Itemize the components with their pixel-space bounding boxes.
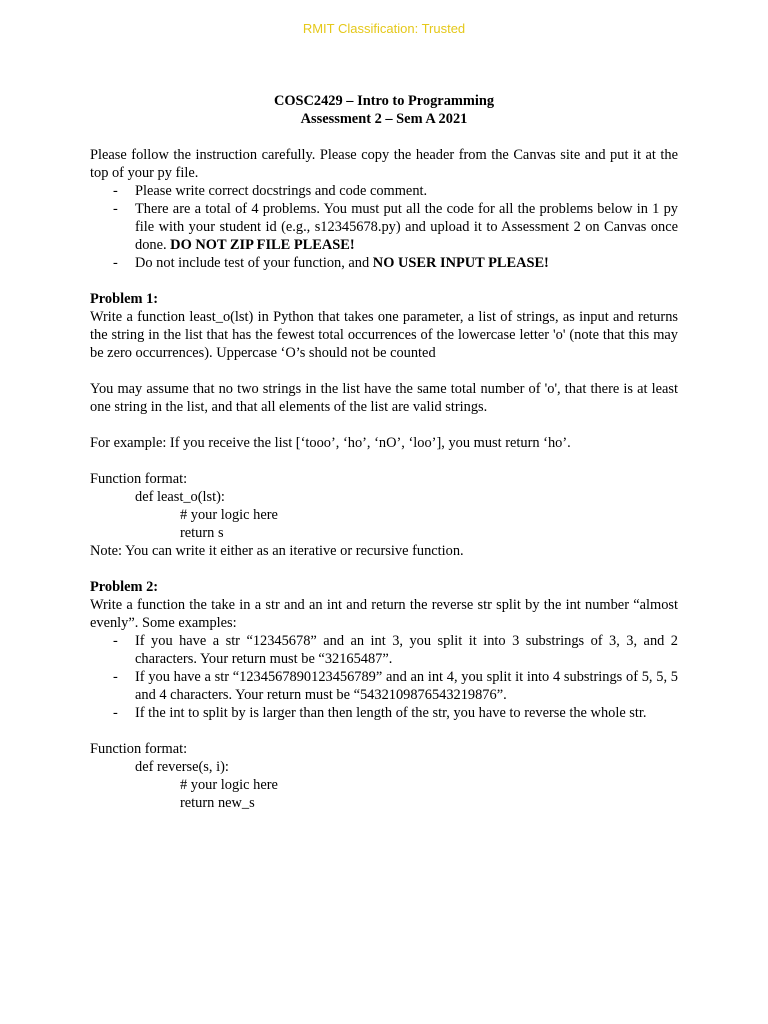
intro-bullet	[90, 254, 678, 272]
intro-bullets	[90, 182, 678, 272]
problem2-code-comment: # your logic here	[180, 777, 278, 793]
intro-bullet-emphasis: DO NOT ZIP FILE PLEASE!	[170, 237, 355, 253]
problem2-bullet: - If you have a str “12345678” and an int 3, you split it into 3 substrings of 3, 3, and 2 characters. Your return must be “32165487”.	[90, 632, 678, 668]
problem1-code-def: def least_o(lst):	[135, 489, 225, 505]
problem2-code-return: return new_s	[180, 795, 255, 811]
problem2-description: Write a function the take in a str and an int and return the reverse str split by the int number “almost evenly”. Some examples:	[90, 597, 678, 631]
problem2-bullets	[90, 632, 678, 722]
problem1-heading: Problem 1:	[90, 291, 159, 307]
problem2-bullet: - If the int to split by is larger than then length of the str, you have to reverse the whole str.	[90, 704, 678, 722]
problem1-note: Note: You can write it either as an iterative or recursive function.	[90, 543, 464, 559]
intro-bullet-text: Do not include test of your function, and	[135, 255, 373, 271]
intro-bullet-text: There are a total of 4 problems. You must put all the code for all the problems below in 1 py file with your student id (e.g., s12345678.py) and upload it to Assessment 2 on Canvas once done.	[135, 201, 678, 253]
assessment-title: Assessment 2 – Sem A 2021	[300, 111, 468, 127]
course-title: COSC2429 – Intro to Programming	[273, 93, 495, 109]
problem2-format-label: Function format:	[90, 741, 188, 757]
intro-bullet-text: Please write correct docstrings and code comment.	[135, 183, 428, 199]
problem2-bullet: - If you have a str “1234567890123456789” and an int 4, you split it into 4 substrings of 5, 5, 5 and 4 characters. Your return must be “5432109876543219876”.	[90, 668, 678, 704]
problem1-example: For example: If you receive the list [‘tooo’, ‘ho’, ‘nO’, ‘loo’], you must return ‘ho’.	[90, 435, 571, 451]
intro-bullet	[90, 200, 678, 254]
intro-bullet-emphasis: NO USER INPUT PLEASE!	[372, 255, 549, 271]
problem1-code-comment: # your logic here	[180, 507, 278, 523]
classification-label: RMIT Classification: Trusted	[302, 21, 466, 36]
problem1-description: Write a function least_o(lst) in Python that takes one parameter, a list of strings, as input and returns the string in the list that has the fewest total occurrences of the lowercase letter 'o' (note that this may be zero occurrences). Uppercase ‘O’s should not be counted	[90, 309, 678, 361]
intro-bullet	[90, 182, 678, 200]
intro-text: Please follow the instruction carefully. Please copy the header from the Canvas site and put it at the top of your py file.	[90, 147, 678, 181]
problem2-heading: Problem 2:	[90, 579, 159, 595]
problem1-assumptions: You may assume that no two strings in the list have the same total number of 'o', that there is at least one string in the list, and that all elements of the list are valid strings.	[90, 381, 678, 415]
problem1-code-return: return s	[180, 525, 224, 541]
problem2-code-def: def reverse(s, i):	[135, 759, 229, 775]
problem1-format-label: Function format:	[90, 471, 188, 487]
document-body	[90, 92, 678, 812]
